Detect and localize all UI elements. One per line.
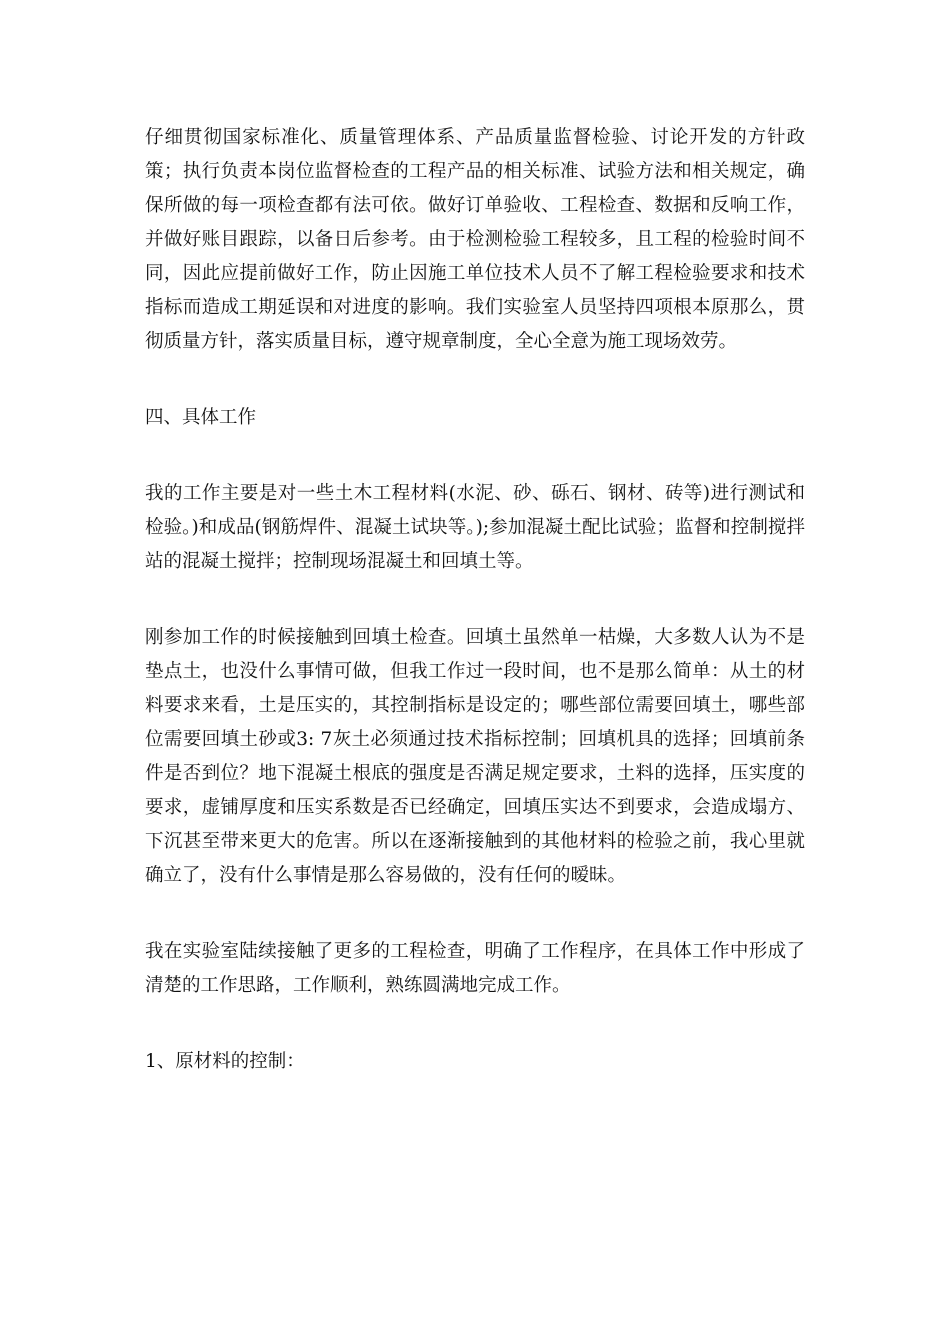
paragraph-spacer: [145, 435, 805, 477]
paragraph-backfill-inspection: 刚参加工作的时候接触到回填土检查。回填土虽然单一枯燥，大多数人认为不是垫点土，也没什么事情可做，但我工作过一段时间，也不是那么简单：从土的材料要求来看，土是压实的，其控制指标是设定的；哪些部位需要回填土，哪些部位需要回填土砂或3: 7灰土必须通过技术指标控制；回填机具的选择；回填前条件是否到位？地下混凝土根底的强度是否满足规定要求，土料的选择，压实度的要求，虚铺厚度和压实系数是否已经确定，回填压实达不到要求，会造成塌方、下沉甚至带来更大的危害。所以在逐渐接触到的其他材料的检验之前，我心里就确立了，没有什么事情是那么容易做的，没有任何的暧昧。: [145, 627, 805, 886]
document-body: [145, 121, 805, 1079]
paragraph-spacer: [145, 579, 805, 621]
paragraph-spacer: [145, 1003, 805, 1045]
section-heading-specific-work: 四、具体工作: [145, 407, 257, 428]
paragraph-quality-policy: 仔细贯彻国家标准化、质量管理体系、产品质量监督检验、讨论开发的方针政策；执行负责本岗位监督检查的工程产品的相关标准、试验方法和相关规定，确保所做的每一项检查都有法可依。做好订单验收、工程检查、数据和反响工作，并做好账目跟踪，以备日后参考。由于检测检验工程较多，且工程的检验时间不同，因此应提前做好工作，防止因施工单位技术人员不了解工程检验要求和技术指标而造成工期延误和对进度的影响。我们实验室人员坚持四项根本原那么，贯彻质量方针，落实质量目标，遵守规章制度，全心全意为施工现场效劳。: [145, 127, 805, 352]
paragraph-spacer: [145, 893, 805, 935]
paragraph-main-duties: 我的工作主要是对一些土木工程材料(水泥、砂、砾石、钢材、砖等)进行测试和检验。)和成品(钢筋焊件、混凝土试块等。);参加混凝土配比试验；监督和控制搅拌站的混凝土搅拌；控制现场混凝土和回填土等。: [145, 483, 805, 572]
paragraph-spacer: [145, 359, 805, 401]
subsection-heading-raw-materials: 1、原材料的控制：: [145, 1051, 305, 1072]
paragraph-lab-experience: 我在实验室陆续接触了更多的工程检查，明确了工作程序，在具体工作中形成了清楚的工作思路，工作顺利，熟练圆满地完成工作。: [145, 941, 805, 996]
